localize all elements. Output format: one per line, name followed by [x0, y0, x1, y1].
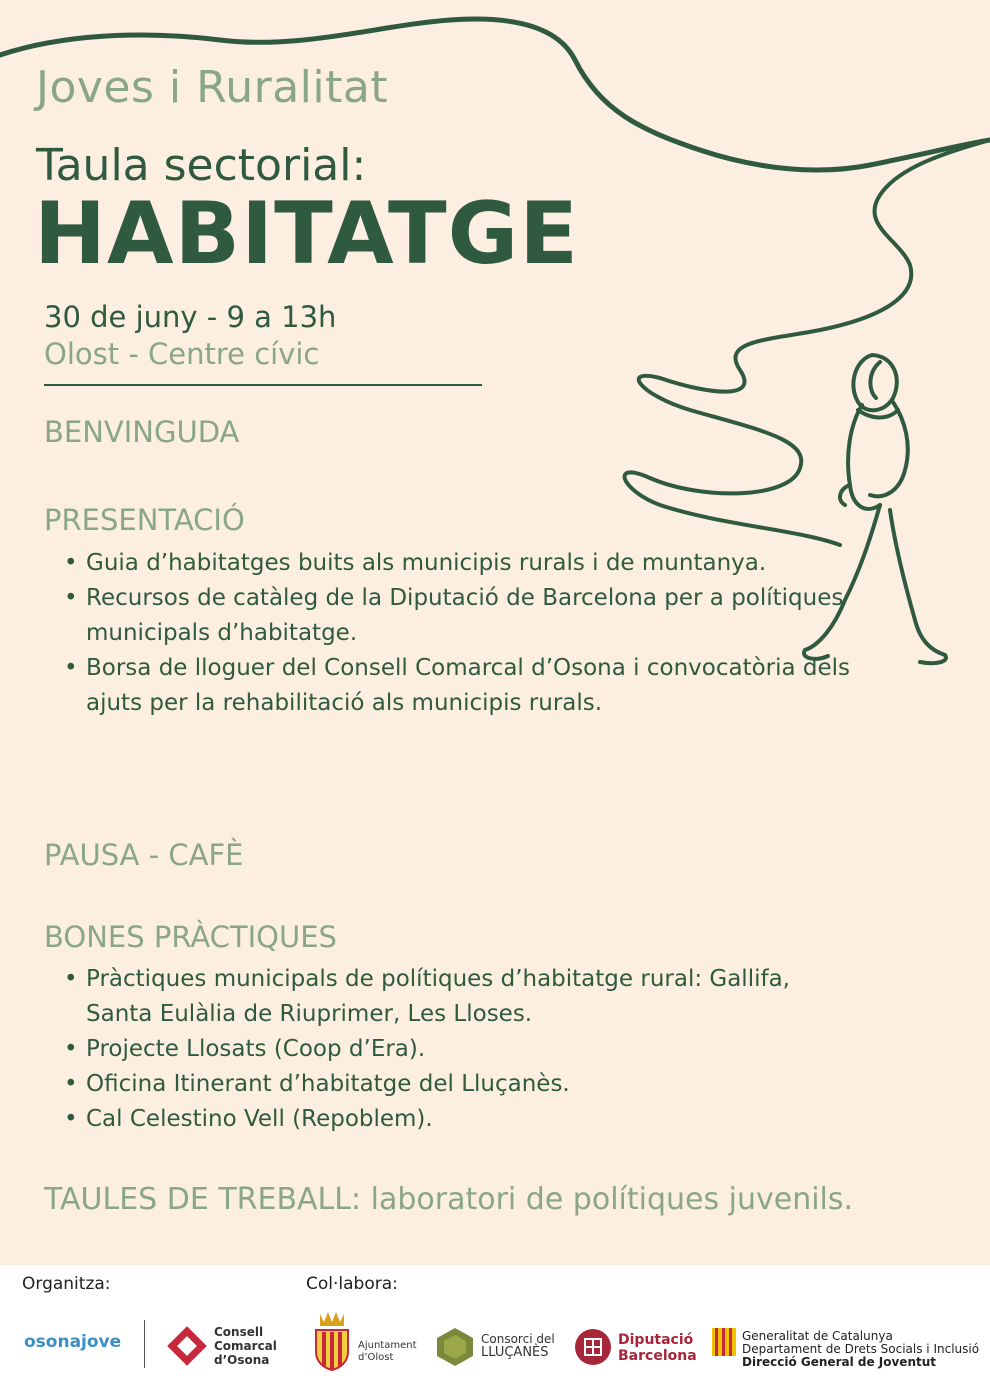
diputacio-emblem — [574, 1328, 612, 1366]
list-item: • Oficina Itinerant d’habitatge del Lluçanès. — [58, 1067, 858, 1102]
list-item: • Cal Celestino Vell (Repoblem). — [58, 1102, 858, 1137]
section-workshops: TAULES DE TREBALL: laboratori de polítiques juvenils. — [44, 1182, 854, 1217]
event-series: Joves i Ruralitat — [36, 62, 389, 113]
event-date: 30 de juny - 9 a 13h — [44, 300, 337, 334]
consell-comarcal-name: Consell Comarcal d’Osona — [214, 1325, 277, 1367]
generalitat-name: Generalitat de Catalunya Departament de Drets Socials i Inclusió Direcció General de Joventut — [742, 1329, 980, 1369]
event-title: HABITATGE — [34, 184, 579, 284]
event-subtitle: Taula sectorial: — [36, 140, 367, 191]
presentation-list — [58, 546, 858, 721]
organizes-label: Organitza: — [22, 1274, 111, 1294]
consell-comarcal-emblem — [165, 1324, 209, 1368]
olost-shield-emblem — [312, 1310, 352, 1372]
diputacio-name: Diputació Barcelona — [618, 1332, 697, 1364]
divider — [44, 384, 482, 386]
llucanes-name: Consorci del LLUÇANÈS — [481, 1332, 555, 1360]
olost-name: Ajuntament d’Olost — [358, 1340, 417, 1363]
section-presentation: PRESENTACIÓ — [44, 503, 245, 537]
llucanes-emblem — [434, 1326, 476, 1368]
event-place: Olost - Centre cívic — [44, 337, 320, 371]
list-item: • Borsa de lloguer del Consell Comarcal d’Osona i convocatòria dels ajuts per la rehabilitació als municipis rurals. — [58, 651, 858, 721]
collaborates-label: Col·labora: — [306, 1274, 398, 1294]
winding-path — [625, 140, 990, 545]
section-welcome: BENVINGUDA — [44, 415, 240, 449]
logo-divider — [144, 1320, 145, 1368]
list-item: • Pràctiques municipals de polítiques d’habitatge rural: Gallifa, Santa Eulàlia de Riuprimer, Les Lloses. — [58, 962, 858, 1032]
generalitat-emblem — [712, 1328, 736, 1356]
section-practices: BONES PRÀCTIQUES — [44, 920, 337, 954]
section-break: PAUSA - CAFÈ — [44, 838, 244, 872]
list-item: • Projecte Llosats (Coop d’Era). — [58, 1032, 858, 1067]
osonajove-logo: osonajove — [24, 1332, 122, 1352]
list-item: • Recursos de catàleg de la Diputació de Barcelona per a polítiques municipals d’habitatge. — [58, 581, 858, 651]
practices-list — [58, 962, 858, 1137]
list-item: • Guia d’habitatges buits als municipis rurals i de muntanya. — [58, 546, 858, 581]
